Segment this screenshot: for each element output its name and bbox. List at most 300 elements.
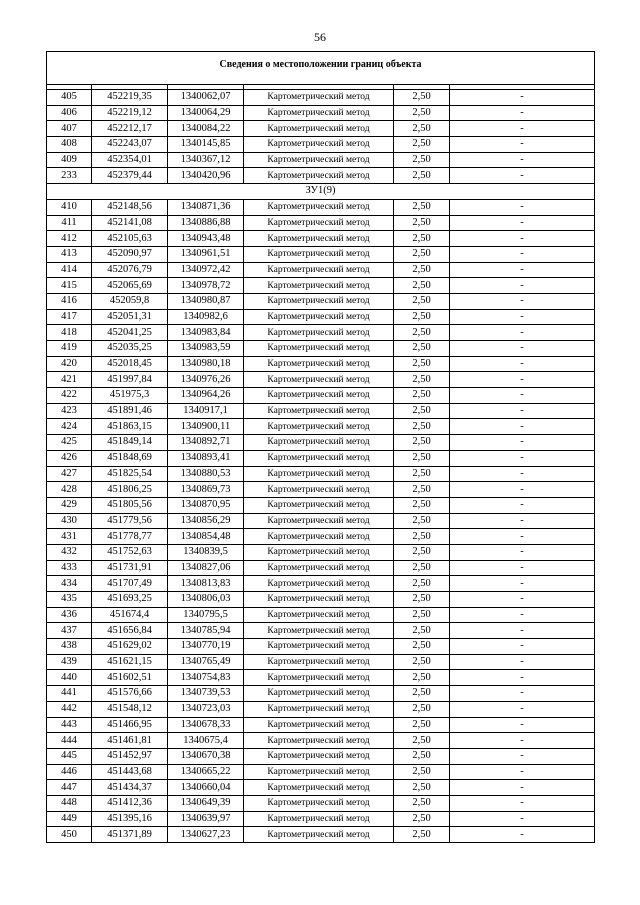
cell-method: Картометрический метод	[244, 529, 394, 545]
cell-point-number: 443	[47, 717, 92, 733]
cell-coord-x: 452219,12	[92, 105, 168, 121]
cell-accuracy: 2,50	[394, 278, 450, 294]
cell-coord-x: 452148,56	[92, 199, 168, 215]
cell-method: Картометрический метод	[244, 450, 394, 466]
cell-coord-x: 451997,84	[92, 372, 168, 388]
cell-method: Картометрический метод	[244, 544, 394, 560]
cell-accuracy: 2,50	[394, 325, 450, 341]
cell-coord-x: 452379,44	[92, 168, 168, 184]
cell-coord-x: 451602,51	[92, 670, 168, 686]
table-row	[47, 262, 595, 278]
cell-note: -	[450, 356, 595, 372]
cell-point-number: 406	[47, 105, 92, 121]
table-row	[47, 576, 595, 592]
cell-coord-y: 1340917,1	[168, 403, 244, 419]
cell-point-number: 421	[47, 372, 92, 388]
cell-note: -	[450, 654, 595, 670]
cell-coord-y: 1340893,41	[168, 450, 244, 466]
cell-coord-y: 1340880,53	[168, 466, 244, 482]
table-row	[47, 607, 595, 623]
cell-accuracy: 2,50	[394, 701, 450, 717]
cell-point-number: 427	[47, 466, 92, 482]
cell-accuracy: 2,50	[394, 403, 450, 419]
cell-note: -	[450, 466, 595, 482]
cell-coord-y: 1340754,83	[168, 670, 244, 686]
cell-method: Картометрический метод	[244, 748, 394, 764]
cell-coord-y: 1340870,95	[168, 497, 244, 513]
cell-method: Картометрический метод	[244, 686, 394, 702]
cell-accuracy: 2,50	[394, 748, 450, 764]
cell-coord-x: 451825,54	[92, 466, 168, 482]
cell-coord-x: 451975,3	[92, 388, 168, 404]
cell-note: -	[450, 513, 595, 529]
cell-coord-x: 451674,4	[92, 607, 168, 623]
cell-note: -	[450, 293, 595, 309]
table-row	[47, 544, 595, 560]
cell-note: -	[450, 544, 595, 560]
cell-note: -	[450, 670, 595, 686]
cell-coord-x: 451629,02	[92, 639, 168, 655]
cell-coord-x: 451548,12	[92, 701, 168, 717]
table-row	[47, 497, 595, 513]
cell-coord-x: 451452,97	[92, 748, 168, 764]
cell-coord-y: 1340795,5	[168, 607, 244, 623]
cell-method: Картометрический метод	[244, 733, 394, 749]
cell-coord-x: 452041,25	[92, 325, 168, 341]
cell-point-number: 435	[47, 592, 92, 608]
cell-accuracy: 2,50	[394, 607, 450, 623]
table-row	[47, 811, 595, 827]
cell-accuracy: 2,50	[394, 137, 450, 153]
cell-coord-y: 1340675,4	[168, 733, 244, 749]
cell-accuracy: 2,50	[394, 544, 450, 560]
cell-coord-x: 451576,66	[92, 686, 168, 702]
cell-coord-y: 1340678,33	[168, 717, 244, 733]
table-row	[47, 325, 595, 341]
cell-note: -	[450, 623, 595, 639]
cell-coord-y: 1340806,03	[168, 592, 244, 608]
cell-note: -	[450, 341, 595, 357]
table-row	[47, 105, 595, 121]
cell-accuracy: 2,50	[394, 90, 450, 106]
cell-point-number: 413	[47, 246, 92, 262]
cell-coord-y: 1340660,04	[168, 780, 244, 796]
cell-point-number: 422	[47, 388, 92, 404]
cell-coord-x: 451805,56	[92, 497, 168, 513]
cell-accuracy: 2,50	[394, 466, 450, 482]
cell-coord-x: 452059,8	[92, 293, 168, 309]
cell-note: -	[450, 748, 595, 764]
cell-point-number: 447	[47, 780, 92, 796]
cell-coord-x: 451693,25	[92, 592, 168, 608]
table-row	[47, 278, 595, 294]
cell-method: Картометрический метод	[244, 811, 394, 827]
cell-note: -	[450, 827, 595, 843]
cell-method: Картометрический метод	[244, 278, 394, 294]
cell-accuracy: 2,50	[394, 168, 450, 184]
cell-method: Картометрический метод	[244, 607, 394, 623]
table-header: Сведения о местоположении границ объекта	[47, 52, 595, 85]
cell-coord-y: 1340723,03	[168, 701, 244, 717]
cell-method: Картометрический метод	[244, 419, 394, 435]
cell-accuracy: 2,50	[394, 482, 450, 498]
table-row	[47, 733, 595, 749]
table-row	[47, 293, 595, 309]
table-row	[47, 215, 595, 231]
cell-point-number: 432	[47, 544, 92, 560]
table-row	[47, 450, 595, 466]
cell-coord-y: 1340983,59	[168, 341, 244, 357]
cell-note: -	[450, 795, 595, 811]
cell-method: Картометрический метод	[244, 121, 394, 137]
table-body	[47, 52, 595, 843]
table-row	[47, 513, 595, 529]
cell-coord-x: 451849,14	[92, 435, 168, 451]
cell-coord-y: 1340670,38	[168, 748, 244, 764]
cell-note: -	[450, 560, 595, 576]
cell-accuracy: 2,50	[394, 576, 450, 592]
cell-coord-y: 1340980,18	[168, 356, 244, 372]
cell-method: Картометрический метод	[244, 372, 394, 388]
cell-coord-x: 451466,95	[92, 717, 168, 733]
cell-coord-y: 1340839,5	[168, 544, 244, 560]
cell-note: -	[450, 419, 595, 435]
cell-method: Картометрический метод	[244, 623, 394, 639]
cell-coord-x: 452219,35	[92, 90, 168, 106]
section-row	[47, 184, 595, 200]
cell-coord-x: 452354,01	[92, 152, 168, 168]
cell-coord-y: 1340856,29	[168, 513, 244, 529]
table-row	[47, 246, 595, 262]
cell-note: -	[450, 686, 595, 702]
cell-note: -	[450, 764, 595, 780]
cell-note: -	[450, 403, 595, 419]
cell-point-number: 430	[47, 513, 92, 529]
cell-coord-x: 451371,89	[92, 827, 168, 843]
cell-point-number: 442	[47, 701, 92, 717]
cell-method: Картометрический метод	[244, 388, 394, 404]
cell-coord-y: 1340943,48	[168, 231, 244, 247]
cell-accuracy: 2,50	[394, 435, 450, 451]
cell-method: Картометрический метод	[244, 576, 394, 592]
cell-accuracy: 2,50	[394, 513, 450, 529]
cell-coord-y: 1340964,26	[168, 388, 244, 404]
cell-point-number: 420	[47, 356, 92, 372]
table-row	[47, 309, 595, 325]
cell-method: Картометрический метод	[244, 795, 394, 811]
cell-accuracy: 2,50	[394, 293, 450, 309]
cell-coord-y: 1340980,87	[168, 293, 244, 309]
table-row	[47, 529, 595, 545]
cell-coord-y: 1340145,85	[168, 137, 244, 153]
cell-point-number: 409	[47, 152, 92, 168]
cell-note: -	[450, 246, 595, 262]
table-row	[47, 827, 595, 843]
cell-method: Картометрический метод	[244, 764, 394, 780]
cell-coord-y: 1340062,07	[168, 90, 244, 106]
cell-accuracy: 2,50	[394, 717, 450, 733]
cell-note: -	[450, 592, 595, 608]
table-row	[47, 435, 595, 451]
cell-note: -	[450, 105, 595, 121]
cell-accuracy: 2,50	[394, 733, 450, 749]
cell-coord-y: 1340892,71	[168, 435, 244, 451]
table-row	[47, 686, 595, 702]
cell-accuracy: 2,50	[394, 560, 450, 576]
cell-note: -	[450, 152, 595, 168]
cell-point-number: 408	[47, 137, 92, 153]
cell-point-number: 424	[47, 419, 92, 435]
cell-method: Картометрический метод	[244, 717, 394, 733]
cell-note: -	[450, 529, 595, 545]
cell-coord-y: 1340886,88	[168, 215, 244, 231]
cell-note: -	[450, 278, 595, 294]
cell-coord-x: 451891,46	[92, 403, 168, 419]
cell-coord-y: 1340978,72	[168, 278, 244, 294]
cell-accuracy: 2,50	[394, 215, 450, 231]
cell-point-number: 412	[47, 231, 92, 247]
cell-method: Картометрический метод	[244, 356, 394, 372]
table-row	[47, 90, 595, 106]
cell-coord-x: 452076,79	[92, 262, 168, 278]
cell-note: -	[450, 262, 595, 278]
cell-accuracy: 2,50	[394, 262, 450, 278]
cell-method: Картометрический метод	[244, 137, 394, 153]
cell-accuracy: 2,50	[394, 795, 450, 811]
cell-note: -	[450, 168, 595, 184]
cell-point-number: 450	[47, 827, 92, 843]
cell-coord-x: 452035,25	[92, 341, 168, 357]
cell-coord-x: 452243,07	[92, 137, 168, 153]
cell-coord-x: 451621,15	[92, 654, 168, 670]
cell-note: -	[450, 607, 595, 623]
cell-coord-x: 451731,91	[92, 560, 168, 576]
cell-point-number: 418	[47, 325, 92, 341]
cell-coord-x: 451778,77	[92, 529, 168, 545]
table-row	[47, 199, 595, 215]
cell-coord-x: 451434,37	[92, 780, 168, 796]
cell-coord-y: 1340367,12	[168, 152, 244, 168]
table-row	[47, 482, 595, 498]
cell-point-number: 449	[47, 811, 92, 827]
cell-point-number: 445	[47, 748, 92, 764]
cell-coord-y: 1340813,83	[168, 576, 244, 592]
cell-point-number: 440	[47, 670, 92, 686]
cell-method: Картометрический метод	[244, 639, 394, 655]
cell-point-number: 416	[47, 293, 92, 309]
cell-method: Картометрический метод	[244, 199, 394, 215]
cell-coord-y: 1340665,22	[168, 764, 244, 780]
cell-coord-y: 1340972,42	[168, 262, 244, 278]
cell-note: -	[450, 450, 595, 466]
cell-accuracy: 2,50	[394, 811, 450, 827]
cell-method: Картометрический метод	[244, 827, 394, 843]
table-row	[47, 748, 595, 764]
cell-note: -	[450, 309, 595, 325]
cell-accuracy: 2,50	[394, 105, 450, 121]
cell-accuracy: 2,50	[394, 372, 450, 388]
cell-point-number: 444	[47, 733, 92, 749]
cell-coord-x: 452212,17	[92, 121, 168, 137]
cell-coord-x: 451461,81	[92, 733, 168, 749]
cell-accuracy: 2,50	[394, 780, 450, 796]
table-row	[47, 670, 595, 686]
table-row	[47, 388, 595, 404]
cell-coord-x: 451752,63	[92, 544, 168, 560]
table-row	[47, 654, 595, 670]
cell-method: Картометрический метод	[244, 152, 394, 168]
table-row	[47, 168, 595, 184]
cell-coord-x: 451412,36	[92, 795, 168, 811]
cell-coord-y: 1340982,6	[168, 309, 244, 325]
cell-point-number: 433	[47, 560, 92, 576]
cell-coord-y: 1340869,73	[168, 482, 244, 498]
cell-point-number: 436	[47, 607, 92, 623]
cell-coord-x: 451848,69	[92, 450, 168, 466]
cell-point-number: 439	[47, 654, 92, 670]
page-number: 56	[314, 30, 326, 44]
boundary-coordinates-table	[46, 51, 595, 843]
cell-method: Картометрический метод	[244, 90, 394, 106]
cell-coord-x: 452090,97	[92, 246, 168, 262]
cell-accuracy: 2,50	[394, 419, 450, 435]
cell-method: Картометрический метод	[244, 168, 394, 184]
section-label: ЗУ1(9)	[47, 184, 595, 200]
cell-coord-y: 1340854,48	[168, 529, 244, 545]
cell-coord-x: 451443,68	[92, 764, 168, 780]
table-header-row	[47, 52, 595, 85]
cell-accuracy: 2,50	[394, 670, 450, 686]
cell-accuracy: 2,50	[394, 450, 450, 466]
cell-accuracy: 2,50	[394, 529, 450, 545]
cell-method: Картометрический метод	[244, 560, 394, 576]
cell-method: Картометрический метод	[244, 215, 394, 231]
cell-coord-y: 1340871,36	[168, 199, 244, 215]
cell-point-number: 233	[47, 168, 92, 184]
cell-method: Картометрический метод	[244, 403, 394, 419]
cell-point-number: 419	[47, 341, 92, 357]
cell-note: -	[450, 388, 595, 404]
cell-note: -	[450, 576, 595, 592]
cell-accuracy: 2,50	[394, 388, 450, 404]
cell-method: Картометрический метод	[244, 592, 394, 608]
table-row	[47, 341, 595, 357]
cell-accuracy: 2,50	[394, 639, 450, 655]
cell-coord-y: 1340900,11	[168, 419, 244, 435]
cell-point-number: 414	[47, 262, 92, 278]
cell-point-number: 425	[47, 435, 92, 451]
cell-note: -	[450, 121, 595, 137]
cell-method: Картометрический метод	[244, 466, 394, 482]
cell-coord-x: 452105,63	[92, 231, 168, 247]
cell-note: -	[450, 639, 595, 655]
cell-point-number: 428	[47, 482, 92, 498]
cell-coord-x: 451395,16	[92, 811, 168, 827]
cell-accuracy: 2,50	[394, 654, 450, 670]
cell-note: -	[450, 90, 595, 106]
cell-note: -	[450, 811, 595, 827]
cell-coord-y: 1340639,97	[168, 811, 244, 827]
cell-method: Картометрический метод	[244, 262, 394, 278]
cell-coord-y: 1340983,84	[168, 325, 244, 341]
cell-point-number: 411	[47, 215, 92, 231]
cell-accuracy: 2,50	[394, 199, 450, 215]
cell-point-number: 431	[47, 529, 92, 545]
cell-point-number: 446	[47, 764, 92, 780]
table-row	[47, 639, 595, 655]
cell-method: Картометрический метод	[244, 780, 394, 796]
cell-accuracy: 2,50	[394, 623, 450, 639]
cell-note: -	[450, 325, 595, 341]
cell-note: -	[450, 215, 595, 231]
table-row	[47, 152, 595, 168]
cell-method: Картометрический метод	[244, 497, 394, 513]
cell-point-number: 438	[47, 639, 92, 655]
table-row	[47, 560, 595, 576]
cell-coord-x: 452051,31	[92, 309, 168, 325]
cell-method: Картометрический метод	[244, 435, 394, 451]
cell-point-number: 437	[47, 623, 92, 639]
table-row	[47, 419, 595, 435]
cell-point-number: 426	[47, 450, 92, 466]
cell-accuracy: 2,50	[394, 152, 450, 168]
cell-point-number: 405	[47, 90, 92, 106]
cell-coord-y: 1340961,51	[168, 246, 244, 262]
cell-coord-y: 1340827,06	[168, 560, 244, 576]
cell-point-number: 410	[47, 199, 92, 215]
cell-accuracy: 2,50	[394, 592, 450, 608]
cell-accuracy: 2,50	[394, 246, 450, 262]
cell-coord-y: 1340064,29	[168, 105, 244, 121]
cell-method: Картометрический метод	[244, 293, 394, 309]
cell-point-number: 417	[47, 309, 92, 325]
table-row	[47, 356, 595, 372]
cell-method: Картометрический метод	[244, 231, 394, 247]
cell-coord-y: 1340627,23	[168, 827, 244, 843]
cell-accuracy: 2,50	[394, 341, 450, 357]
cell-note: -	[450, 701, 595, 717]
cell-accuracy: 2,50	[394, 309, 450, 325]
cell-coord-y: 1340770,19	[168, 639, 244, 655]
cell-point-number: 415	[47, 278, 92, 294]
cell-coord-y: 1340649,39	[168, 795, 244, 811]
cell-note: -	[450, 780, 595, 796]
cell-accuracy: 2,50	[394, 686, 450, 702]
cell-note: -	[450, 199, 595, 215]
cell-note: -	[450, 372, 595, 388]
cell-method: Картометрический метод	[244, 513, 394, 529]
cell-method: Картометрический метод	[244, 701, 394, 717]
cell-point-number: 429	[47, 497, 92, 513]
cell-note: -	[450, 435, 595, 451]
cell-method: Картометрический метод	[244, 654, 394, 670]
cell-coord-y: 1340976,26	[168, 372, 244, 388]
table-row	[47, 466, 595, 482]
cell-coord-x: 452141,08	[92, 215, 168, 231]
cell-coord-y: 1340084,22	[168, 121, 244, 137]
cell-coord-y: 1340420,96	[168, 168, 244, 184]
cell-coord-x: 451806,25	[92, 482, 168, 498]
cell-note: -	[450, 137, 595, 153]
cell-accuracy: 2,50	[394, 497, 450, 513]
table-row	[47, 372, 595, 388]
cell-accuracy: 2,50	[394, 231, 450, 247]
cell-coord-x: 451779,56	[92, 513, 168, 529]
table-row	[47, 592, 595, 608]
table-row	[47, 701, 595, 717]
table-row	[47, 764, 595, 780]
table-row	[47, 717, 595, 733]
